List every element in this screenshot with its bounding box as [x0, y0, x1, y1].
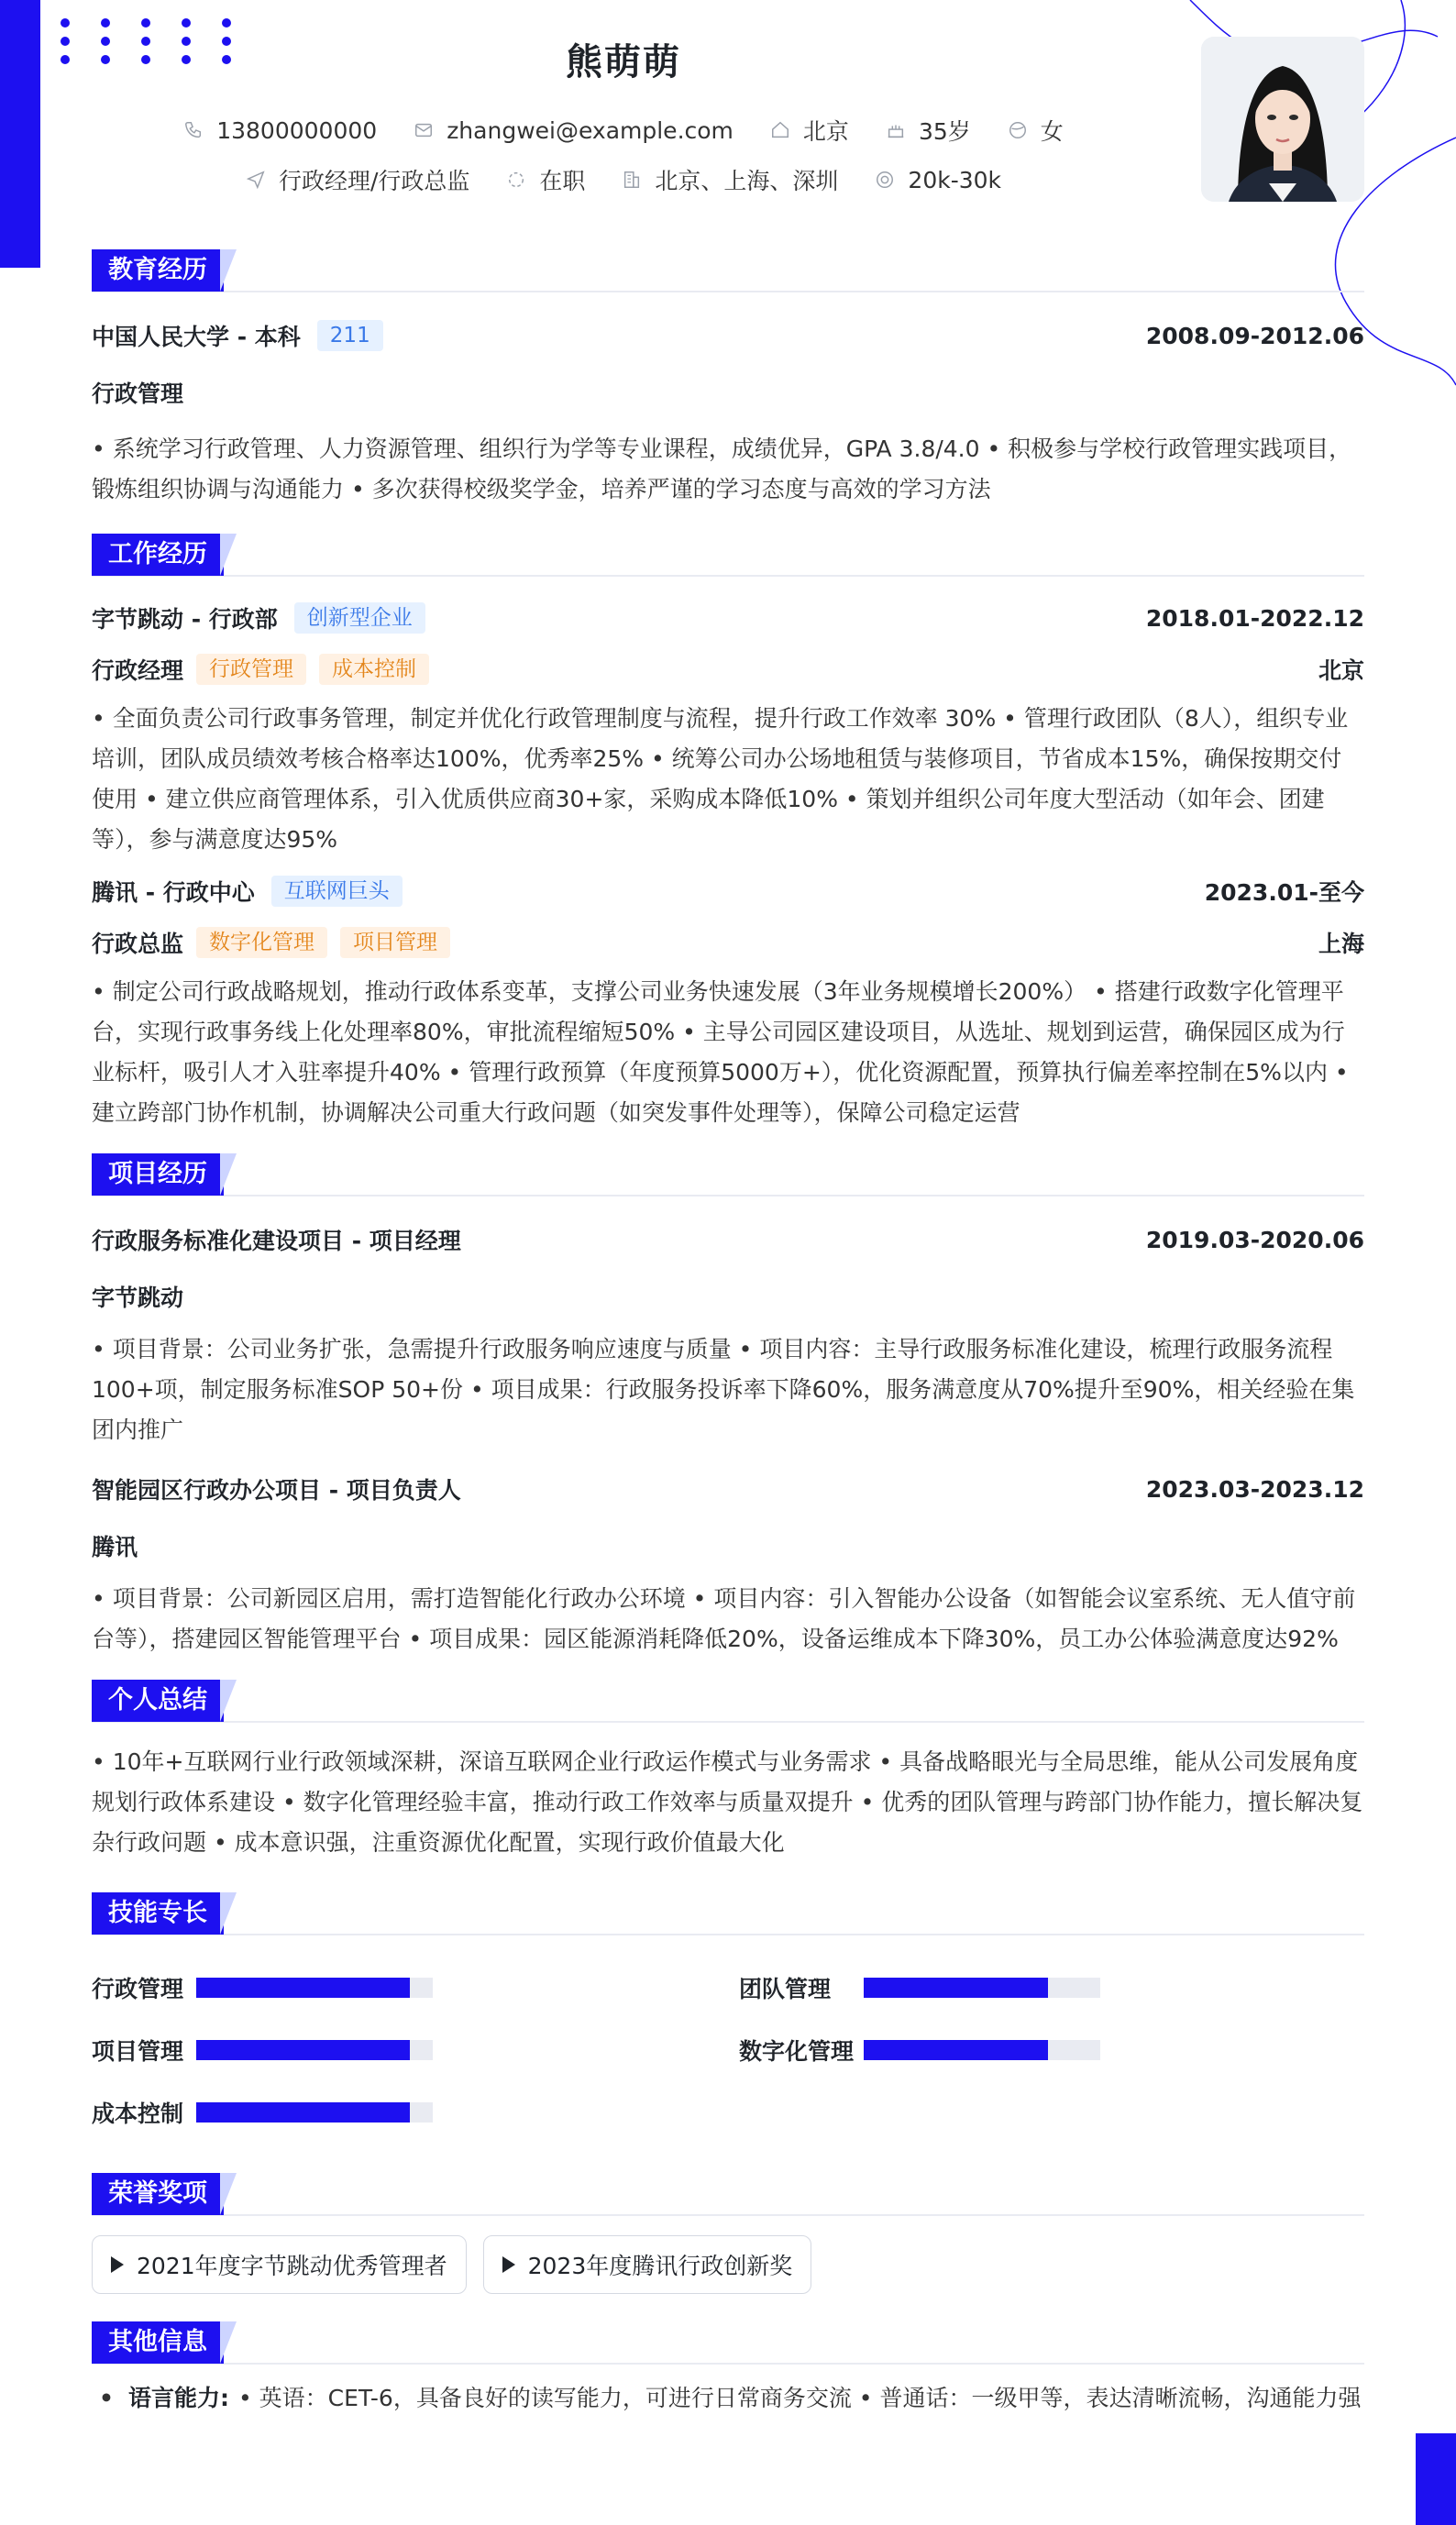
- education-row: [92, 319, 1364, 352]
- age-text: 35岁: [918, 118, 971, 145]
- work-period: 2018.01-2022.12: [1145, 604, 1364, 632]
- project-description: • 项目背景：公司业务扩张，急需提升行政服务响应速度与质量 • 项目内容：主导行政服务标准化建设，梳理行政服务流程100+项，制定服务标准SOP 50+份 • 项目成果：行政服务投诉率下降60%，服务满意度从70%提升至90%，相关经验在集团内推广: [92, 1336, 1355, 1443]
- honors-list: [92, 2235, 1364, 2294]
- section-skills-title: [92, 1892, 1364, 1935]
- section-title-label: 项目经历: [92, 1153, 224, 1196]
- mail-icon: [414, 120, 434, 140]
- skill-name: 成本控制: [92, 2100, 184, 2127]
- section-projects-title: [92, 1153, 1364, 1196]
- position-item: [246, 163, 469, 196]
- section-summary-title: [92, 1680, 1364, 1722]
- resume-body: [92, 249, 1364, 2419]
- role-tag: 成本控制: [319, 654, 429, 685]
- work-location: 上海: [1318, 931, 1364, 957]
- status-item: [506, 163, 585, 196]
- work-company-row: [92, 875, 1364, 908]
- work-description: • 制定公司行政战略规划，推动行政体系变革，支撑公司业务快速发展（3年业务规模增长200%） • 搭建行政数字化管理平台，实现行政事务线上化处理率80%，审批流程缩短50% • 主导公司园区建设项目，从选址、规划到运营，确保园区成为行业标杆，吸引人才入驻率提升40% • 管理行政预算（年度预算5000万+），优化资源配置，预算执行偏差率控制在5%以内 • 建立跨部门协作机制，协调解决公司重大行政问题（如突发事件处理等），保障公司稳定运营: [92, 978, 1349, 1126]
- honor-item: [483, 2235, 812, 2294]
- skill-item: [92, 2096, 433, 2129]
- summary-text: • 10年+互联网行业行政领域深耕，深谙互联网企业行政运作模式与业务需求 • 具备战略眼光与全局思维，能从公司发展角度规划行政体系建设 • 数字化管理经验丰富，推动行政工作效率与质量双提升 • 优秀的团队管理与跨部门协作能力，擅长解决复杂行政问题 • 成本意识强，注重资源优化配置，实现行政价值最大化: [92, 1748, 1363, 1856]
- project-title-row: [92, 1223, 1364, 1256]
- position-text: 行政经理/行政总监: [278, 168, 470, 194]
- skill-bar: [196, 2040, 433, 2060]
- skill-name: 数字化管理: [739, 2038, 855, 2065]
- salary-item: [875, 167, 1001, 193]
- city-item: [770, 114, 849, 147]
- phone-text: 13800000000: [216, 116, 378, 144]
- email-text: zhangwei@example.com: [447, 116, 734, 144]
- skill-name: 项目管理: [92, 2038, 184, 2065]
- role-tag: 行政管理: [196, 654, 306, 685]
- section-education-title: [92, 249, 1364, 292]
- decorative-right-bar: [1416, 2433, 1456, 2525]
- skill-bar: [864, 1978, 1100, 1998]
- cake-icon: [886, 120, 906, 140]
- skills-grid: [92, 1949, 1364, 2178]
- play-icon: [502, 2256, 515, 2273]
- section-title-label: 荣誉奖项: [92, 2173, 224, 2215]
- email-item: [414, 117, 734, 144]
- skill-bar: [196, 1978, 433, 1998]
- project-title: 智能园区行政办公项目 - 项目负责人: [92, 1477, 461, 1504]
- school-tag: 211: [317, 320, 383, 351]
- skill-item: [92, 1971, 433, 2004]
- contact-row: [0, 114, 1247, 147]
- work-role-row: [92, 653, 1364, 686]
- profile-photo: [1201, 37, 1364, 202]
- job-intent-row: [0, 163, 1247, 196]
- home-icon: [770, 120, 790, 140]
- project-org-row: [92, 1280, 1364, 1313]
- building-icon: [622, 170, 642, 190]
- work-role: 行政总监: [92, 931, 184, 957]
- section-work-title: [92, 534, 1364, 576]
- skill-item: [739, 2034, 1100, 2067]
- resume-header: [0, 0, 1456, 229]
- phone-item: [183, 117, 377, 144]
- work-description: • 全面负责公司行政事务管理，制定并优化行政管理制度与流程，提升行政工作效率 30% • 管理行政团队（8人），组织专业培训，团队成员绩效考核合格率达100%，优秀率25% • 统筹公司办公场地租赁与装修项目，节省成本15%，确保按期交付使用 • 建立供应商管理体系，引入优质供应商30+家，采购成本降低10% • 策划并组织公司年度大型活动（如年会、团建等），参与满意度达95%: [92, 705, 1349, 853]
- section-title-label: 个人总结: [92, 1680, 224, 1722]
- section-honors-title: [92, 2173, 1364, 2215]
- work-period: 2023.01-至今: [1204, 879, 1364, 906]
- project-title: 行政服务标准化建设项目 - 项目经理: [92, 1228, 461, 1254]
- play-icon: [111, 2256, 124, 2273]
- work-company-row: [92, 601, 1364, 634]
- gender-text: 女: [1040, 118, 1064, 145]
- work-role: 行政经理: [92, 657, 184, 684]
- skill-item: [92, 2034, 433, 2067]
- bullet-icon: •: [99, 2385, 114, 2411]
- other-info-label: 语言能力:: [127, 2385, 229, 2411]
- target-cities-text: 北京、上海、深圳: [655, 168, 839, 194]
- person-icon: [1008, 120, 1028, 140]
- phone-icon: [183, 120, 204, 140]
- skill-name: 行政管理: [92, 1976, 184, 2002]
- honor-text: 2023年度腾讯行政创新奖: [527, 2253, 793, 2279]
- role-tag: 数字化管理: [196, 927, 327, 958]
- skill-name: 团队管理: [739, 1976, 832, 2002]
- work-location: 北京: [1318, 657, 1364, 684]
- project-period: 2019.03-2020.06: [1145, 1226, 1364, 1253]
- loading-icon: [506, 170, 526, 190]
- salary-text: 20k-30k: [908, 166, 1002, 193]
- education-major-row: [92, 376, 1364, 409]
- skill-bar: [864, 2040, 1100, 2060]
- candidate-name: 熊萌萌: [566, 41, 681, 83]
- section-title-label: 工作经历: [92, 534, 224, 576]
- work-role-row: [92, 926, 1364, 959]
- project-title-row: [92, 1472, 1364, 1505]
- status-text: 在职: [539, 168, 586, 194]
- target-cities-item: [622, 163, 838, 196]
- city-text: 北京: [802, 118, 849, 145]
- other-info-item: [92, 2378, 1364, 2419]
- education-school: 中国人民大学 - 本科: [92, 324, 301, 350]
- age-item: [886, 114, 971, 147]
- project-org: 腾讯: [92, 1534, 138, 1560]
- education-period: 2008.09-2012.06: [1145, 322, 1364, 349]
- project-org-row: [92, 1529, 1364, 1562]
- gender-item: [1008, 114, 1064, 147]
- skill-bar: [196, 2102, 433, 2123]
- section-title-label: 教育经历: [92, 249, 224, 292]
- education-description: • 系统学习行政管理、人力资源管理、组织行为学等专业课程，成绩优异，GPA 3.8/4.0 • 积极参与学校行政管理实践项目，锻炼组织协调与沟通能力 • 多次获得校级奖学金，培养严谨的学习态度与高效的学习方法: [92, 436, 1352, 502]
- project-description: • 项目背景：公司新园区启用，需打造智能化行政办公环境 • 项目内容：引入智能办公设备（如智能会议室系统、无人值守前台等），搭建园区智能管理平台 • 项目成果：园区能源消耗降低20%，设备运维成本下降30%，员工办公体验满意度达92%: [92, 1585, 1356, 1652]
- company-tag: 互联网巨头: [271, 876, 403, 907]
- coin-icon: [875, 170, 895, 190]
- work-company: 字节跳动 - 行政部: [92, 606, 278, 633]
- education-major: 行政管理: [92, 380, 184, 407]
- role-tag: 项目管理: [340, 927, 450, 958]
- project-org: 字节跳动: [92, 1285, 184, 1311]
- section-other-title: [92, 2321, 1364, 2364]
- section-title-label: 技能专长: [92, 1892, 224, 1935]
- honor-text: 2021年度字节跳动优秀管理者: [137, 2253, 447, 2279]
- company-tag: 创新型企业: [294, 602, 425, 634]
- other-info-text: • 英语：CET-6，具备良好的读写能力，可进行日常商务交流 • 普通话：一级甲等，表达清晰流畅，沟通能力强: [237, 2385, 1362, 2411]
- section-title-label: 其他信息: [92, 2321, 224, 2364]
- project-period: 2023.03-2023.12: [1145, 1475, 1364, 1503]
- skill-item: [739, 1971, 1100, 2004]
- honor-item: [92, 2235, 467, 2294]
- work-company: 腾讯 - 行政中心: [92, 879, 255, 906]
- send-icon: [246, 170, 266, 190]
